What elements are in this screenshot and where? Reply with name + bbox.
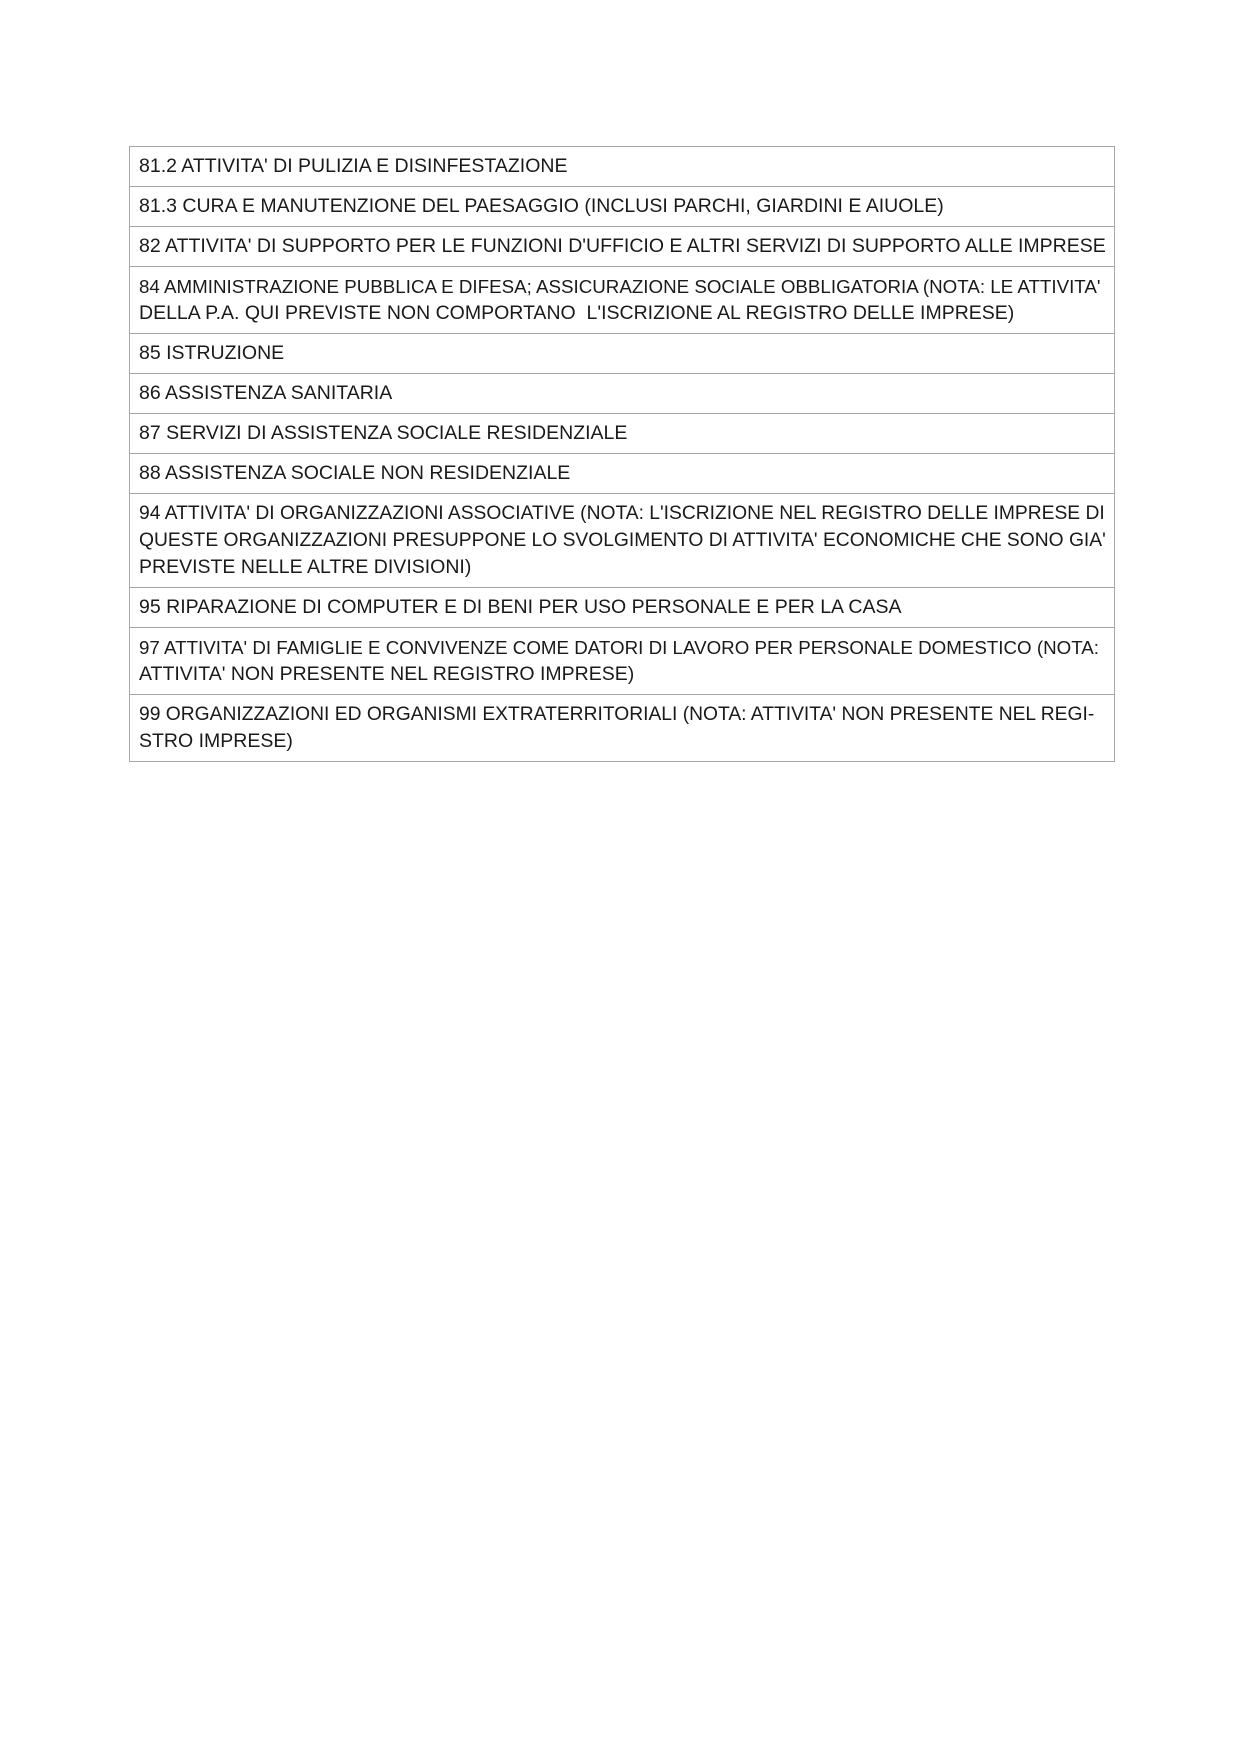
cell-text-line: ATTIVITA' NON PRESENTE NEL REGISTRO IMPRESE)	[139, 663, 635, 685]
table-cell	[130, 454, 1115, 494]
cell-text-line: 88 ASSISTENZA SOCIALE NON RESIDENZIALE	[139, 462, 571, 484]
table-row	[130, 334, 1115, 374]
table-cell	[130, 147, 1115, 187]
table-row	[130, 227, 1115, 267]
cell-text-line: 94 ATTIVITA' DI ORGANIZZAZIONI ASSOCIATIVE (NOTA: L'ISCRIZIONE NEL REGISTRO DELLE IMPRESE DI	[139, 503, 1105, 524]
table-cell	[130, 494, 1115, 588]
cell-text-line: 97 ATTIVITA' DI FAMIGLIE E CONVIVENZE COME DATORI DI LAVORO PER PERSONALE DOMESTICO (NOTA:	[139, 637, 1099, 658]
cell-text-line: 87 SERVIZI DI ASSISTENZA SOCIALE RESIDENZIALE	[139, 422, 628, 444]
table-row	[130, 695, 1115, 762]
table-row	[130, 588, 1115, 628]
table-row	[130, 414, 1115, 454]
cell-text-line: 95 RIPARAZIONE DI COMPUTER E DI BENI PER USO PERSONALE E PER LA CASA	[139, 596, 902, 618]
cell-text-line: STRO IMPRESE)	[139, 730, 293, 752]
table-row	[130, 267, 1115, 334]
cell-text-line: 85 ISTRUZIONE	[139, 342, 285, 364]
table-cell	[130, 414, 1115, 454]
activity-table	[129, 146, 1115, 762]
table-cell	[130, 267, 1115, 334]
cell-text-line: PREVISTE NELLE ALTRE DIVISIONI)	[139, 556, 472, 578]
table-row	[130, 628, 1115, 695]
table-cell	[130, 695, 1115, 762]
cell-text-line: DELLA P.A. QUI PREVISTE NON COMPORTANO L'ISCRIZIONE AL REGISTRO DELLE IMPRESE)	[139, 302, 1015, 324]
table-row	[130, 374, 1115, 414]
cell-text-line: 81.3 CURA E MANUTENZIONE DEL PAESAGGIO (INCLUSI PARCHI, GIARDINI E AIUOLE)	[139, 195, 944, 217]
table-row	[130, 494, 1115, 588]
table-cell	[130, 227, 1115, 267]
table-row	[130, 187, 1115, 227]
cell-text-line: 99 ORGANIZZAZIONI ED ORGANISMI EXTRATERRITORIALI (NOTA: ATTIVITA' NON PRESENTE NEL REGI-	[139, 704, 1095, 725]
cell-text-line: 81.2 ATTIVITA' DI PULIZIA E DISINFESTAZIONE	[139, 155, 568, 177]
cell-text-line: QUESTE ORGANIZZAZIONI PRESUPPONE LO SVOLGIMENTO DI ATTIVITA' ECONOMICHE CHE SONO GIA'	[139, 530, 1106, 551]
table-cell	[130, 187, 1115, 227]
table-cell	[130, 628, 1115, 695]
table-cell	[130, 588, 1115, 628]
activity-table-body	[130, 147, 1115, 762]
cell-text-line: 84 AMMINISTRAZIONE PUBBLICA E DIFESA; ASSICURAZIONE SOCIALE OBBLIGATORIA (NOTA: LE ATTIVITA'	[139, 276, 1101, 297]
table-cell	[130, 374, 1115, 414]
table-row	[130, 147, 1115, 187]
table-cell	[130, 334, 1115, 374]
table-row	[130, 454, 1115, 494]
cell-text-line: 86 ASSISTENZA SANITARIA	[139, 382, 393, 404]
cell-text-line: 82 ATTIVITA' DI SUPPORTO PER LE FUNZIONI D'UFFICIO E ALTRI SERVIZI DI SUPPORTO ALLE IMPRESE	[139, 235, 1106, 257]
